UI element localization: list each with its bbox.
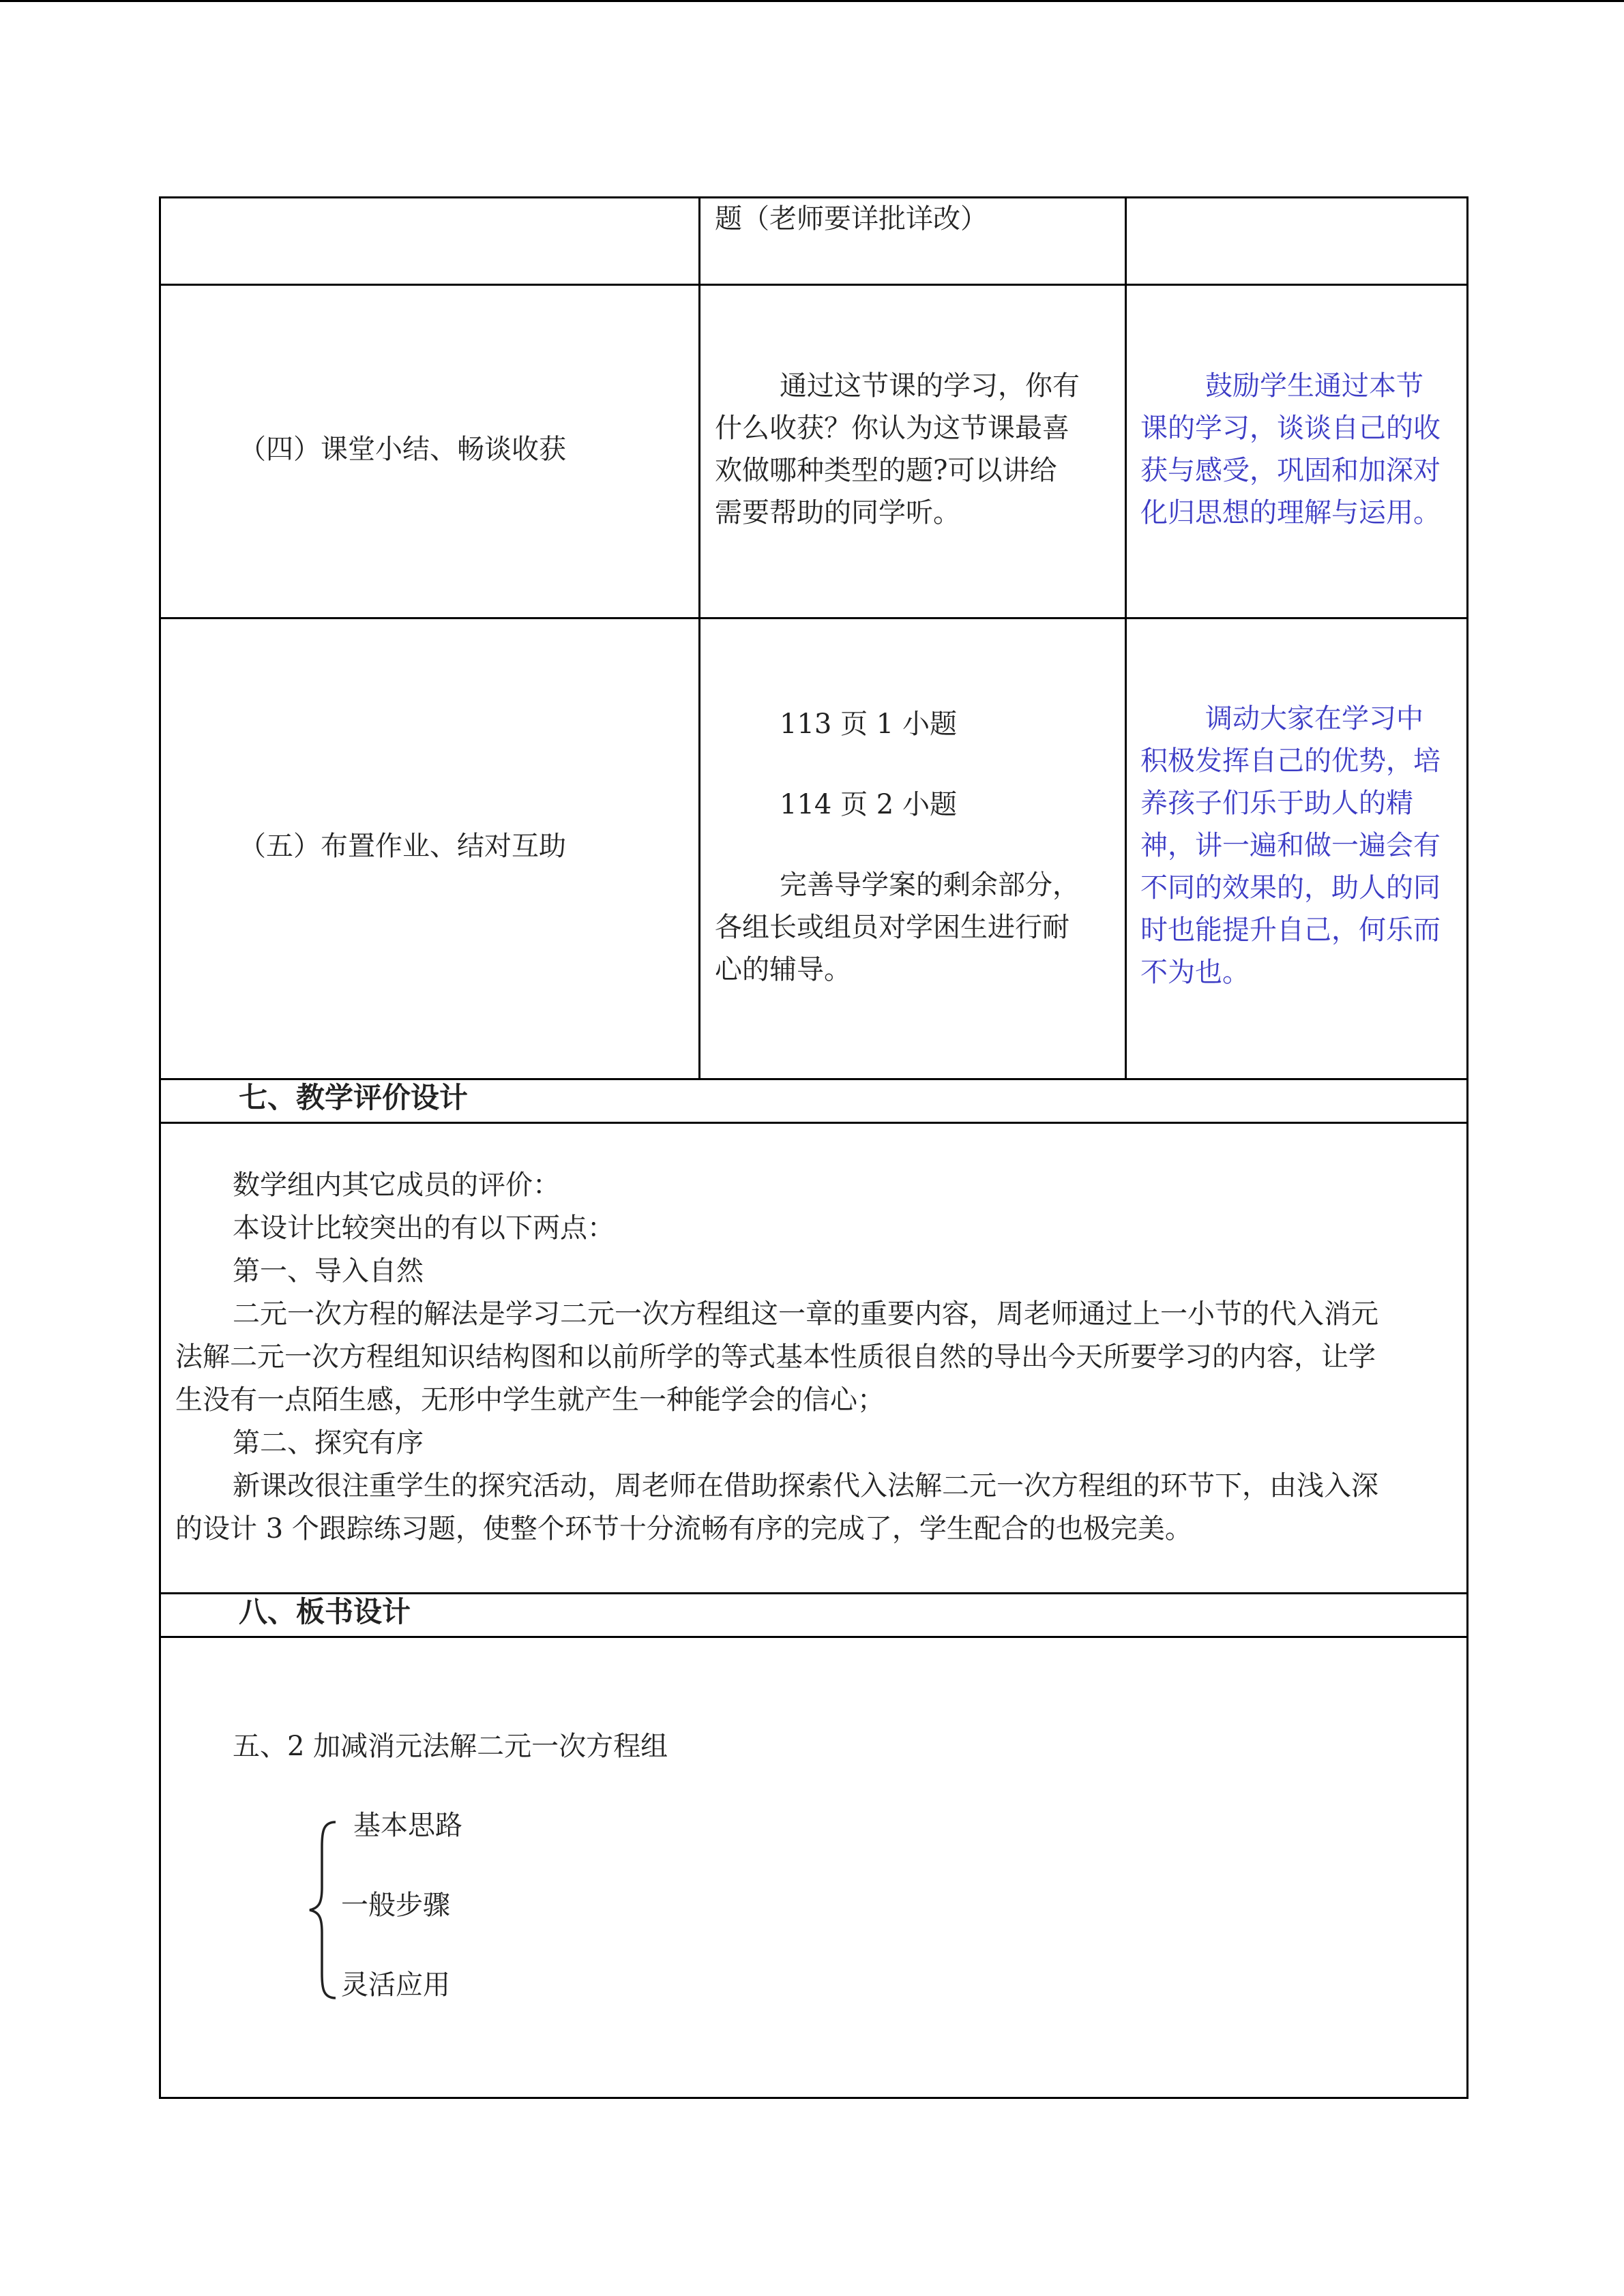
evaluation-line: 二元一次方程的解法是学习二元一次方程组这一章的重要内容，周老师通过上一小节的代入消元 <box>233 1298 1378 1330</box>
section-7-title: 七、教学评价设计 <box>239 1081 469 1114</box>
row-divider <box>161 284 1466 286</box>
activity-line: 完善导学案的剩余部分， <box>780 869 1080 901</box>
activity-line: 113 页 1 小题 <box>780 709 957 740</box>
activity-line: 通过这节课的学习，你有 <box>780 370 1080 402</box>
curly-brace-icon <box>306 1819 340 2001</box>
evaluation-line: 生没有一点陌生感，无形中学生就产生一种能学会的信心； <box>175 1384 885 1416</box>
activity-line: 114 页 2 小题 <box>780 789 957 820</box>
evaluation-line: 第二、探究有序 <box>233 1427 424 1459</box>
stage-5-label: （五）布置作业、结对互助 <box>239 831 566 862</box>
intent-line: 时也能提升自己，何乐而 <box>1140 914 1441 946</box>
intent-line: 课的学习，谈谈自己的收 <box>1140 413 1441 444</box>
activity-line: 各组长或组员对学困生进行耐 <box>715 912 1069 943</box>
top-row-activity: 题（老师要详批详改） <box>715 203 988 235</box>
activity-line: 欢做哪种类型的题?可以讲给 <box>715 455 1057 486</box>
activity-line: 需要帮助的同学听。 <box>715 497 960 528</box>
row-divider <box>161 617 1466 619</box>
evaluation-line: 法解二元一次方程组知识结构图和以前所学的等式基本性质很自然的导出今天所要学习的内容，让学 <box>175 1341 1376 1373</box>
column-divider <box>698 198 700 1079</box>
intent-line: 不为也。 <box>1140 957 1250 988</box>
evaluation-line: 本设计比较突出的有以下两点： <box>233 1212 615 1244</box>
evaluation-line: 新课改很注重学生的探究活动，周老师在借助探索代入法解二元一次方程组的环节下，由浅入深 <box>233 1470 1378 1502</box>
page-top-rule <box>0 0 1624 2</box>
row-divider <box>161 1636 1466 1638</box>
intent-line: 养孩子们乐于助人的精 <box>1140 788 1413 819</box>
evaluation-line: 的设计 3 个跟踪练习题，使整个环节十分流畅有序的完成了，学生配合的也极完美。 <box>175 1513 1192 1545</box>
stage-4-label: （四）课堂小结、畅谈收获 <box>239 434 566 465</box>
evaluation-line: 第一、导入自然 <box>233 1255 424 1287</box>
board-item: 基本思路 <box>353 1810 462 1841</box>
intent-line: 调动大家在学习中 <box>1205 703 1423 734</box>
board-item: 灵活应用 <box>341 1969 450 2001</box>
activity-line: 什么收获？你认为这节课最喜 <box>715 413 1069 444</box>
board-heading: 五、2 加减消元法解二元一次方程组 <box>233 1731 668 1762</box>
intent-line: 获与感受，巩固和加深对 <box>1140 455 1441 486</box>
intent-line: 鼓励学生通过本节 <box>1205 370 1423 402</box>
intent-line: 化归思想的理解与运用。 <box>1140 497 1441 528</box>
column-divider <box>1125 198 1127 1079</box>
board-item: 一般步骤 <box>341 1890 450 1921</box>
section-8-title: 八、板书设计 <box>239 1595 411 1628</box>
activity-line: 心的辅导。 <box>715 954 851 985</box>
intent-line: 积极发挥自己的优势，培 <box>1140 745 1441 777</box>
row-divider <box>161 1122 1466 1124</box>
intent-line: 神，讲一遍和做一遍会有 <box>1140 830 1441 861</box>
evaluation-line: 数学组内其它成员的评价： <box>233 1169 560 1201</box>
intent-line: 不同的效果的，助人的同 <box>1140 872 1441 904</box>
